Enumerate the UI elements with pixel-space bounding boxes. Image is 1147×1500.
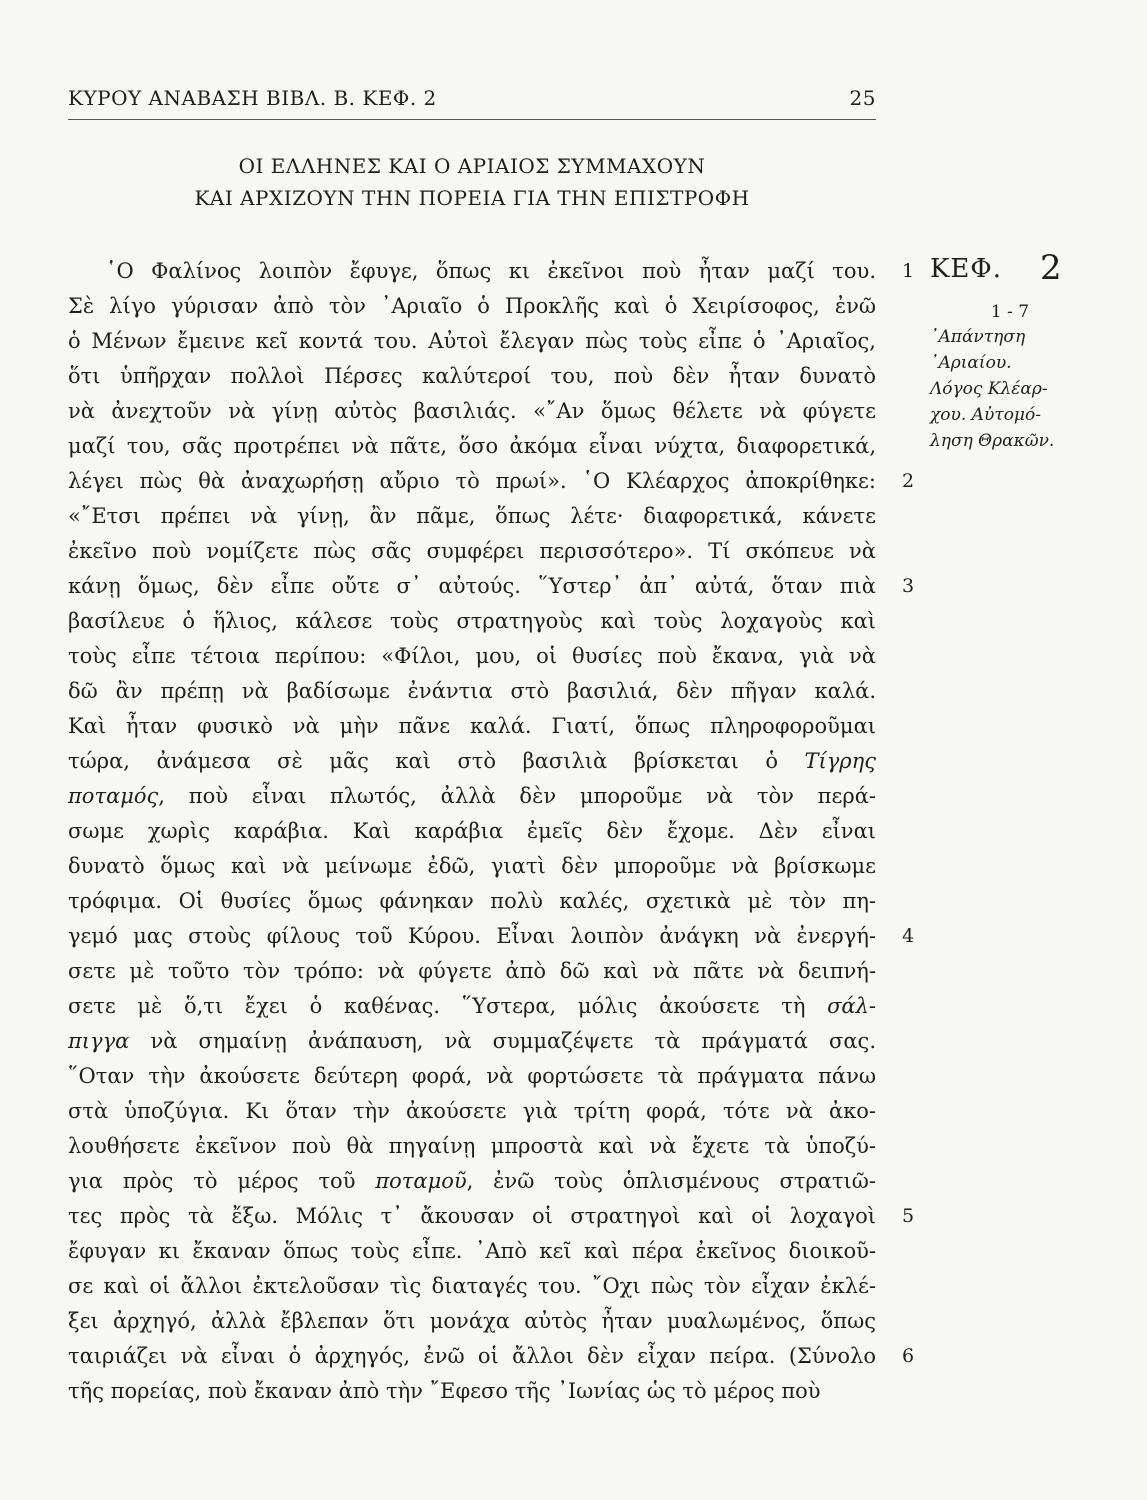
text-line <box>68 359 876 394</box>
text-line <box>68 1094 876 1129</box>
line-text: ταιριάζει νὰ εἶναι ὁ ἀρχηγός, ἐνῶ οἱ ἄλλοι δὲν εἶχαν πείρα. (Σύνολο <box>68 1344 876 1368</box>
line-text: ἔφυγαν κι ἔκαναν ὅπως τοὺς εἶπε. ᾿Απὸ κεῖ καὶ πέρα ἐκεῖνος διοικοῦ- <box>68 1239 876 1263</box>
text-line <box>68 814 876 849</box>
text-line <box>68 324 876 359</box>
line-text: για πρὸς τὸ μέρος τοῦ <box>68 1169 376 1193</box>
line-text: ῾Ο Φαλίνος λοιπὸν ἔφυγε, ὅπως κι ἐκεῖνοι ποὺ ἦταν μαζί του. <box>106 259 876 283</box>
text-line <box>68 919 915 954</box>
line-text: τοὺς εἶπε τέτοια περίπου: «Φίλοι, μου, οἱ θυσίες ποὺ ἔκανα, γιὰ νὰ <box>68 644 876 668</box>
line-text: ὅτι ὑπῆρχαν πολλοὶ Πέρσες καλύτεροί του, ποὺ δὲν ἦταν δυνατὸ <box>68 364 876 388</box>
running-head-title: ΚΥΡΟΥ ΑΝΑΒΑΣΗ ΒΙΒΛ. Β. ΚΕΦ. 2 <box>68 86 437 110</box>
margin-chapter-label: ΚΕΦ. <box>930 254 1002 284</box>
line-text: γεμό μας στοὺς φίλους τοῦ Κύρου. Εἶναι λοιπὸν ἀνάγκη νὰ ἐνεργή- <box>68 924 876 948</box>
text-line <box>68 1374 876 1409</box>
line-text: , ποὺ εἶναι πλωτός, ἀλλὰ δὲν μποροῦμε νὰ τὸν περά- <box>158 784 876 808</box>
text-line <box>68 1024 876 1059</box>
text-line <box>68 639 876 674</box>
line-text: σετε μὲ τοῦτο τὸν τρόπο: νὰ φύγετε ἀπὸ δῶ καὶ νὰ πᾶτε νὰ δειπνή- <box>68 959 876 983</box>
page-number: 25 <box>849 86 876 110</box>
text-line <box>68 709 876 744</box>
line-text: Σὲ λίγο γύρισαν ἀπὸ τὸν ᾿Αριαῖο ὁ Προκλῆς καὶ ὁ Χειρίσοφος, ἐνῶ <box>68 294 876 318</box>
text-line <box>68 1339 915 1374</box>
text-line <box>68 394 876 429</box>
line-text: λουθήσετε ἐκεῖνον ποὺ θὰ πηγαίνῃ μπροστὰ καὶ νὰ ἔχετε τὰ ὑποζύ- <box>68 1134 876 1158</box>
line-text: τῆς πορείας, ποὺ ἔκαναν ἀπὸ τὴν ῎Εφεσο τῆς ᾿Ιωνίας ὡς τὸ μέρος ποὺ <box>68 1379 821 1403</box>
margin-chapter-heading <box>930 250 1090 290</box>
margin-summary-line: ᾿Απάντηση <box>930 327 1026 347</box>
text-line <box>68 954 876 989</box>
text-line <box>68 254 915 289</box>
text-line <box>68 884 876 919</box>
section-number: 1 <box>902 260 915 282</box>
text-line <box>68 849 876 884</box>
text-line <box>68 1059 876 1094</box>
italic-text: πιγγα <box>68 1029 130 1053</box>
line-text: μαζί του, σᾶς προτρέπει νὰ πᾶτε, ὅσο ἀκόμα εἶναι νύχτα, διαφορετικά, <box>68 434 876 458</box>
line-text: βασίλευε ὁ ἥλιος, κάλεσε τοὺς στρατηγοὺς καὶ τοὺς λοχαγοὺς καὶ <box>68 609 876 633</box>
line-text: ῞Οταν τὴν ἀκούσετε δεύτερη φορά, νὰ φορτώσετε τὰ πράγματα πάνω <box>68 1064 876 1088</box>
line-text: στὰ ὑποζύγια. Κι ὅταν τὴν ἀκούσετε γιὰ τρίτη φορά, τότε νὰ ἀκο- <box>68 1099 876 1123</box>
italic-text: Τίγρης <box>804 749 876 773</box>
line-text: λέγει πὼς θὰ ἀναχωρήσῃ αὔριο τὸ πρωί». ῾Ο Κλέαρχος ἀποκρίθηκε: <box>68 469 876 493</box>
margin-chapter-number: 2 <box>1040 248 1062 288</box>
line-text: ξει ἀρχηγό, ἀλλὰ ἔβλεπαν ὅτι μονάχα αὐτὸς ἦταν μυαλωμένος, ὅπως <box>68 1309 876 1333</box>
italic-text: ποταμός <box>68 784 159 808</box>
section-number: 6 <box>902 1345 915 1367</box>
margin-summary-line: ᾿Αριαίου. <box>930 353 1012 373</box>
margin-summary-line: Λόγος Κλέαρ- <box>930 379 1048 399</box>
text-line <box>68 604 876 639</box>
text-line <box>68 569 915 604</box>
section-number: 3 <box>902 575 915 597</box>
margin-section-range: 1 - 7 <box>990 302 1030 322</box>
line-text: νὰ σημαίνῃ ἀνάπαυση, νὰ συμμαζέψετε τὰ πράγματά σας. <box>129 1029 876 1053</box>
text-line <box>68 1164 876 1199</box>
line-text: κάνῃ ὅμως, δὲν εἶπε οὔτε σ᾿ αὐτούς. ῞Υστερ᾿ ἀπ᾿ αὐτά, ὅταν πιὰ <box>68 574 876 598</box>
text-line <box>68 779 876 814</box>
line-text: νὰ ἀνεχτοῦν νὰ γίνῃ αὐτὸς βασιλιάς. «῎Αν ὅμως θέλετε νὰ φύγετε <box>68 399 876 423</box>
line-text: σετε μὲ ὅ,τι ἔχει ὁ καθένας. ῞Υστερα, μόλις ἀκούσετε τὴ <box>68 994 828 1018</box>
text-line <box>68 429 876 464</box>
margin-summary-line: ληση Θρακῶν. <box>930 431 1055 451</box>
text-line <box>68 1269 876 1304</box>
section-number: 2 <box>902 470 915 492</box>
text-line <box>68 674 876 709</box>
line-text: σε καὶ οἱ ἄλλοι ἐκτελοῦσαν τὶς διαταγές του. ῎Οχι πὼς τὸν εἶχαν ἐκλέ- <box>68 1274 876 1298</box>
line-text: σωμε χωρὶς καράβια. Καὶ καράβια ἐμεῖς δὲν ἔχομε. Δὲν εἶναι <box>68 819 876 843</box>
section-number: 5 <box>902 1205 915 1227</box>
line-text: τώρα, ἀνάμεσα σὲ μᾶς καὶ στὸ βασιλιὰ βρίσκεται ὁ <box>68 749 805 773</box>
line-text: ὁ Μένων ἔμεινε κεῖ κοντά του. Αὐτοὶ ἔλεγαν πὼς τοὺς εἶπε ὁ ᾿Αριαῖος, <box>68 329 876 353</box>
text-line <box>68 499 876 534</box>
line-text: ἐκεῖνο ποὺ νομίζετε πὼς σᾶς συμφέρει περισσότερο». Τί σκόπευε νὰ <box>68 539 876 563</box>
text-line <box>68 534 876 569</box>
italic-text: ποταμοῦ <box>375 1169 467 1193</box>
margin-summary <box>930 324 1090 454</box>
text-line <box>68 744 876 779</box>
italic-text: σάλ- <box>827 994 876 1018</box>
line-text: τρόφιμα. Οἱ θυσίες ὅμως φάνηκαν πολὺ καλές, σχετικὰ μὲ τὸν πη- <box>68 889 876 913</box>
chapter-title-line: ΟΙ ΕΛΛΗΝΕΣ ΚΑΙ Ο ΑΡΙΑΙΟΣ ΣΥΜΜΑΧΟΥΝ <box>238 154 706 178</box>
text-line <box>68 464 915 499</box>
margin-summary-line: χου. Αὐτομό- <box>930 405 1041 425</box>
text-line <box>68 989 876 1024</box>
line-text: δῶ ἂν πρέπῃ νὰ βαδίσωμε ἐνάντια στὸ βασιλιά, δὲν πῆγαν καλά. <box>68 679 876 703</box>
line-text: Καὶ ἦταν φυσικὸ νὰ μὴν πᾶνε καλά. Γιατί, ὅπως πληροφοροῦμαι <box>68 714 876 738</box>
chapter-title-line: ΚΑΙ ΑΡΧΙΖΟΥΝ ΤΗΝ ΠΟΡΕΙΑ ΓΙΑ ΤΗΝ ΕΠΙΣΤΡΟΦΗ <box>194 186 750 210</box>
line-text: τες πρὸς τὰ ἔξω. Μόλις τ᾿ ἄκουσαν οἱ στρατηγοὶ καὶ οἱ λοχαγοὶ <box>68 1204 876 1228</box>
margin-column <box>930 250 1090 454</box>
line-text: , ἐνῶ τοὺς ὁπλισμένους στρατιῶ- <box>466 1169 876 1193</box>
header-rule <box>68 119 876 120</box>
section-number: 4 <box>902 925 915 947</box>
text-line <box>68 289 876 324</box>
chapter-title <box>68 150 876 214</box>
body-text <box>68 254 915 1409</box>
line-text: δυνατὸ ὅμως καὶ νὰ μείνωμε ἐδῶ, γιατὶ δὲν μποροῦμε νὰ βρίσκωμε <box>68 854 876 878</box>
text-line <box>68 1129 876 1164</box>
line-text: «῎Ετσι πρέπει νὰ γίνῃ, ἂν πᾶμε, ὅπως λέτε· διαφορετικά, κάνετε <box>68 504 876 528</box>
text-line <box>68 1199 915 1234</box>
text-line <box>68 1234 876 1269</box>
text-line <box>68 1304 876 1339</box>
